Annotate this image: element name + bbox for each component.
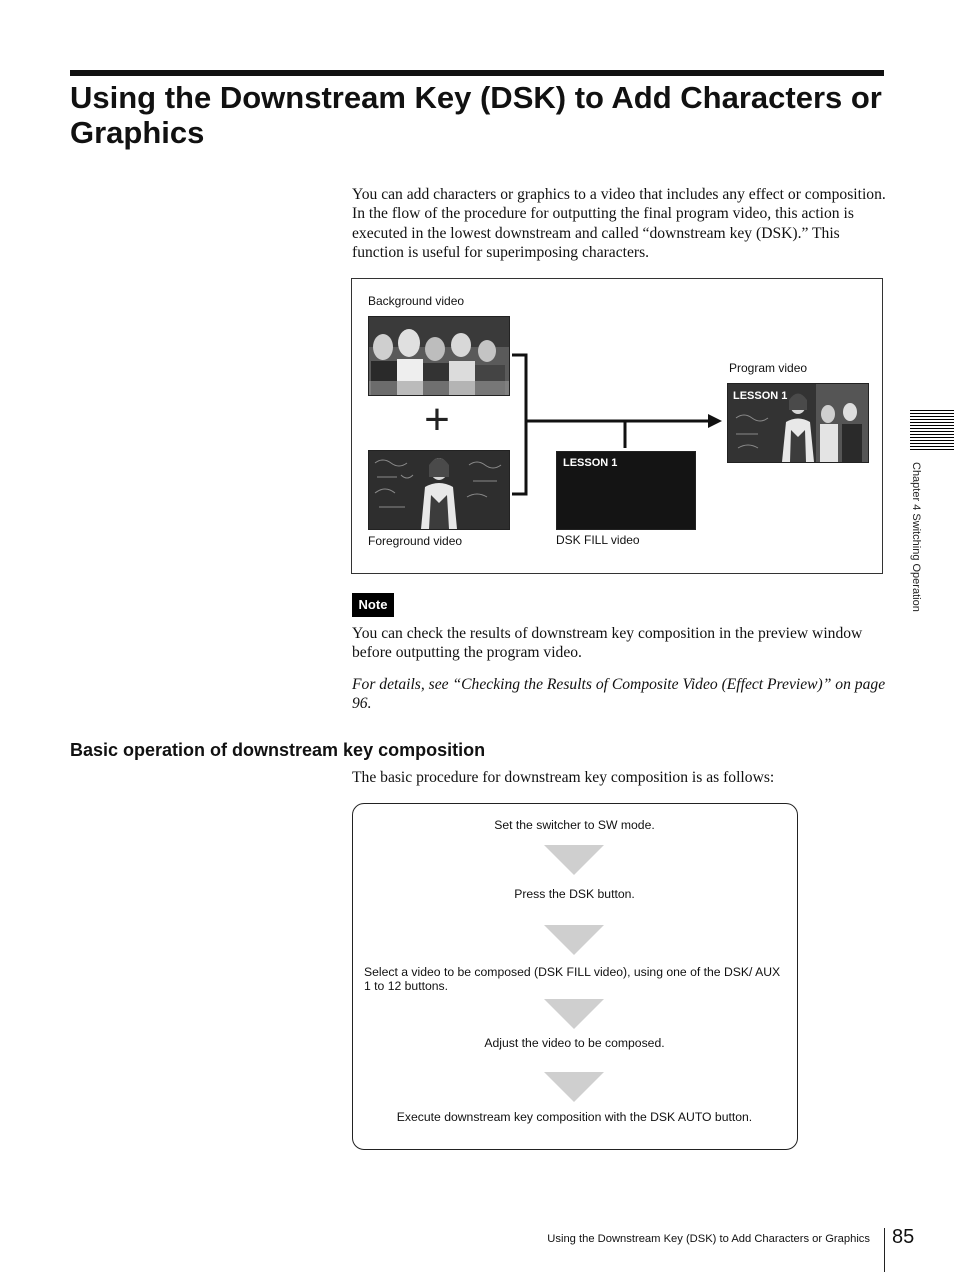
page-title: Using the Downstream Key (DSK) to Add Characters or Graphics (70, 80, 882, 150)
program-lesson-caption: LESSON 1 (733, 390, 788, 402)
chapter-label: Chapter 4 Switching Operation (910, 462, 922, 612)
flow-arrow-3 (544, 999, 604, 1029)
intro-paragraph: You can add characters or graphics to a video that includes any effect or composition. In the flow of the procedure for outputting the final program video, this action is executed in the lowest downstream and called “downstream key (DSK).” This function is useful for superimposing characters. (352, 186, 886, 262)
step-4: Adjust the video to be composed. (484, 1036, 665, 1050)
flow-arrow-1 (544, 845, 604, 875)
footer-divider (884, 1228, 885, 1272)
flow-arrow-2 (544, 925, 604, 955)
plus-sign: + (424, 395, 450, 444)
dsk-fill-video-label: DSK FILL video (556, 533, 640, 547)
section-intro: The basic procedure for downstream key composition is as follows: (352, 769, 775, 786)
background-video-image (368, 316, 510, 396)
step-2: Press the DSK button. (514, 887, 635, 901)
step-1: Set the switcher to SW mode. (494, 818, 655, 832)
running-footer: Using the Downstream Key (DSK) to Add Characters or Graphics (547, 1233, 870, 1245)
background-video-label: Background video (368, 294, 465, 308)
title-rule (70, 70, 884, 76)
dsk-fill-lesson-caption: LESSON 1 (563, 457, 618, 469)
foreground-video-label: Foreground video (368, 534, 463, 548)
note-badge: Note (352, 593, 394, 617)
program-video-label: Program video (729, 361, 808, 375)
step-5: Execute downstream key composition with the DSK AUTO button. (396, 1110, 753, 1124)
note-reference: For details, see “Checking the Results of Composite Video (Effect Preview)” on page 96. (352, 676, 886, 713)
note-text: You can check the results of downstream key composition in the preview window before outputting the program video. (352, 625, 863, 662)
section-heading: Basic operation of downstream key composition (70, 740, 486, 760)
page-number: 85 (892, 1226, 915, 1248)
program-video-image (727, 383, 869, 463)
flow-arrow-4 (544, 1072, 604, 1102)
procedure-flowchart (352, 803, 798, 1150)
step-3: Select a video to be composed (DSK FILL video), using one of the DSK/ AUX 1 to 12 buttons. (364, 965, 781, 993)
foreground-video-image (368, 450, 510, 530)
dsk-fill-video-image (556, 451, 696, 530)
